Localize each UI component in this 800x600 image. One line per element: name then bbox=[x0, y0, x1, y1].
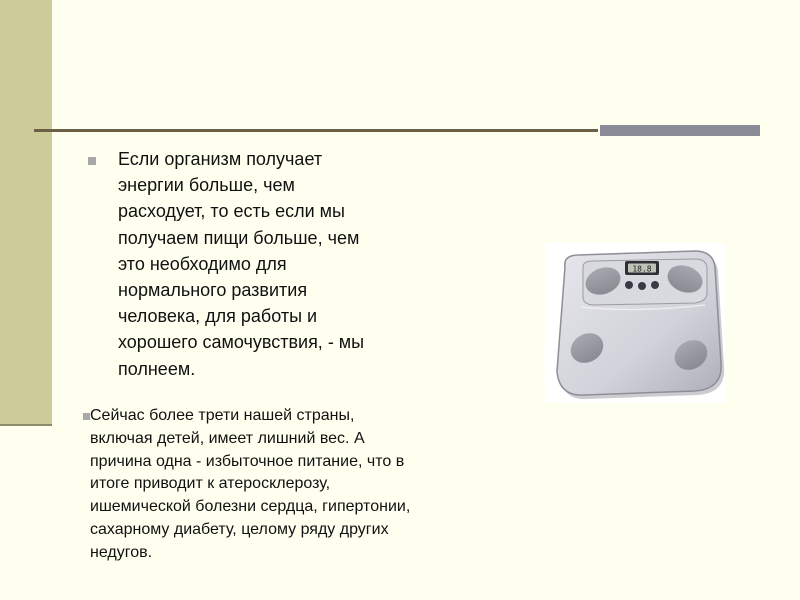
scale-display-readout: 18.8 bbox=[632, 264, 652, 274]
bullet-paragraph-1: Если организм получает энергии больше, чем расходует, то есть если мы получаем пищи больше, чем это необходимо для нормального развития человека, для работы и хорошего самочувствия, - мы полнеем. bbox=[118, 149, 365, 379]
title-divider-accent bbox=[600, 125, 760, 136]
bullet-paragraph-2: Сейчас более трети нашей страны, включая детей, имеет лишний вес. А причина одна - избыточное питание, что в итоге приводит к атеросклерозу, ишемической болезни сердца, гипертонии, сахарному диабету, целому ряду других недугов. bbox=[90, 407, 411, 561]
bathroom-scale-image bbox=[545, 243, 725, 403]
title-divider-line bbox=[34, 129, 598, 132]
bathroom-scale-icon bbox=[545, 243, 725, 403]
left-band-shadow bbox=[0, 424, 52, 426]
left-decorative-band bbox=[0, 0, 52, 424]
bullet-marker-1 bbox=[88, 157, 96, 165]
bullet-marker-2 bbox=[83, 413, 90, 420]
